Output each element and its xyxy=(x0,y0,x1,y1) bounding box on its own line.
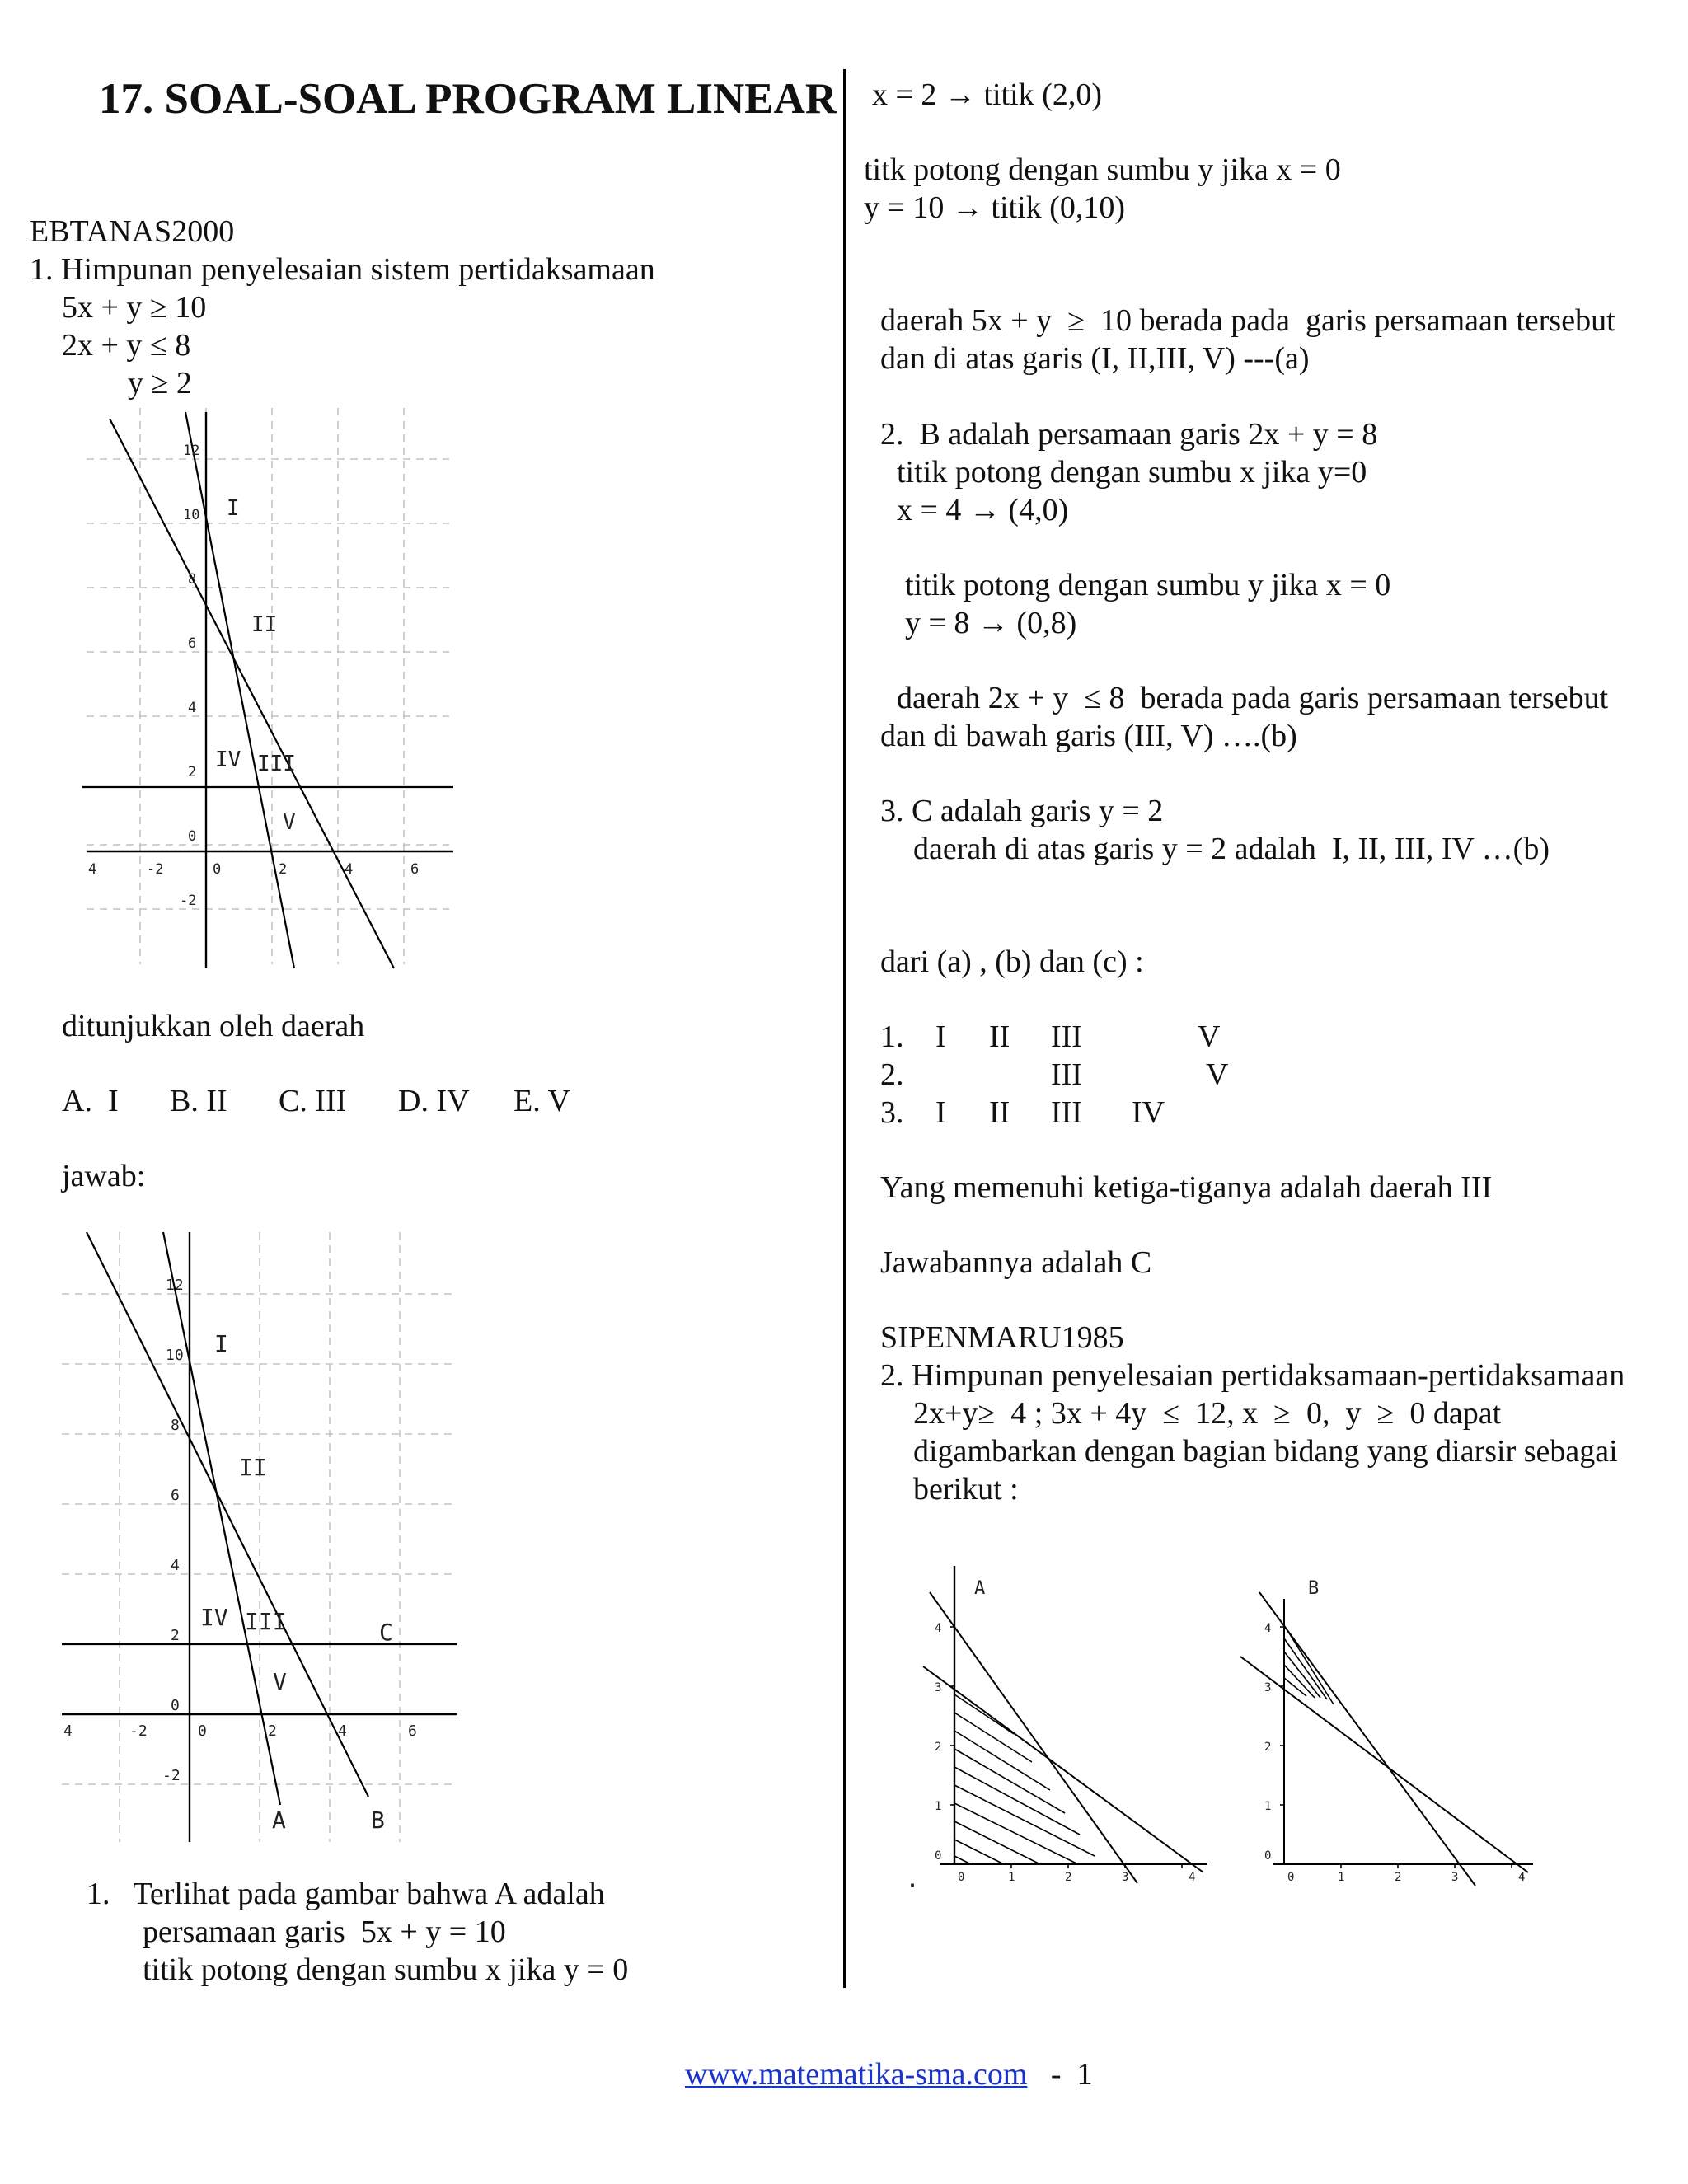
graph2-region-label: III xyxy=(245,1608,287,1635)
graph1-line-a xyxy=(185,412,294,968)
right-line-14: daerah di atas garis y = 2 adalah I, II, III, IV …(b) xyxy=(913,832,1550,866)
graph2-x-tick: -2 xyxy=(129,1722,148,1740)
table-cell: 1. xyxy=(880,1019,904,1054)
graph1-y-tick: 12 xyxy=(183,443,200,459)
graph1-y-tick: 6 xyxy=(188,635,197,652)
graph1-gridlines xyxy=(87,408,449,964)
right-line-16: Yang memenuhi ketiga-tiganya adalah daerah III xyxy=(880,1170,1493,1205)
small-graph-b-y-tick: 2 xyxy=(1264,1741,1272,1754)
graph1-x-tick: 4 xyxy=(88,861,97,878)
source-label-1: EBTANAS2000 xyxy=(30,214,235,249)
right-line-5: dan di atas garis (I, II,III, V) ---(a) xyxy=(880,341,1310,376)
table-cell: I xyxy=(935,1019,946,1054)
small-graph-b-x-tick: 2 xyxy=(1395,1871,1402,1884)
graph2-y-tick: 6 xyxy=(171,1487,180,1504)
graph2-line-label: B xyxy=(371,1807,385,1834)
graph1-y-tick: 8 xyxy=(188,571,197,588)
small-graph-a xyxy=(923,1566,1207,1883)
small-graph-b xyxy=(1240,1592,1533,1886)
graph1-y-tick: 0 xyxy=(188,828,197,845)
small-graph-b-y-tick: 3 xyxy=(1264,1681,1272,1694)
option-a: A. I xyxy=(62,1084,119,1118)
source-label-2: SIPENMARU1985 xyxy=(880,1320,1124,1355)
small-graph-a-x-tick: 4 xyxy=(1189,1871,1196,1884)
right-line-2: titk potong dengan sumbu y jika x = 0 xyxy=(864,152,1341,187)
option-graphs xyxy=(898,1566,1558,1896)
small-graph-b-y-tick: 4 xyxy=(1264,1622,1272,1635)
small-graph-a-y-tick: 2 xyxy=(935,1741,942,1754)
graph1-y-tick: 4 xyxy=(188,700,197,716)
small-graph-a-y-tick: 0 xyxy=(935,1849,942,1863)
table-cell: III xyxy=(1051,1057,1082,1092)
small-graph-b-x-tick: 4 xyxy=(1518,1871,1526,1884)
graph1-region-label: II xyxy=(251,612,278,637)
graph2-region-label: II xyxy=(239,1454,267,1481)
graph2-x-tick: 0 xyxy=(198,1722,207,1740)
graph1-x-tick: 0 xyxy=(213,861,222,878)
graph1-region-label: I xyxy=(227,496,240,521)
page-title: 17. SOAL-SOAL PROGRAM LINEAR xyxy=(99,75,837,123)
explanation-line-1: 1. Terlihat pada gambar bahwa A adalah xyxy=(87,1877,605,1911)
graph2-region-label: IV xyxy=(200,1604,228,1631)
right-line-4: daerah 5x + y ≥ 10 berada pada garis persamaan tersebut xyxy=(880,303,1615,338)
column-divider xyxy=(843,69,846,1988)
right-line-1: x = 2 → titik (2,0) xyxy=(872,77,1102,112)
answer-heading: jawab: xyxy=(62,1159,146,1193)
graph2-region-label: V xyxy=(273,1668,287,1695)
small-graph-a-x-tick: 1 xyxy=(1008,1871,1015,1884)
right-line-10: y = 8 → (0,8) xyxy=(905,606,1077,640)
graph2-x-tick: 6 xyxy=(408,1722,417,1740)
graph2-y-tick: 2 xyxy=(171,1627,180,1644)
graph2-line-b xyxy=(87,1232,368,1797)
table-cell: 3. xyxy=(880,1095,904,1130)
graph1-x-tick: 4 xyxy=(345,861,354,878)
graph1-line-b xyxy=(110,419,394,968)
question-2-line-1: 2. Himpunan penyelesaian pertidaksamaan-pertidaksamaan xyxy=(880,1358,1625,1393)
question-2-line-4: berikut : xyxy=(913,1472,1019,1507)
question-1: 1. Himpunan penyelesaian sistem pertidaksamaan xyxy=(30,252,655,287)
small-graph-a-y-tick: 3 xyxy=(935,1681,942,1694)
table-cell: II xyxy=(989,1095,1010,1130)
inequality-1: 5x + y ≥ 10 xyxy=(62,290,207,325)
table-cell: V xyxy=(1206,1057,1229,1092)
graph2-y-tick: 8 xyxy=(171,1417,180,1434)
table-cell: III xyxy=(1051,1095,1082,1130)
small-graph-b-y-tick: 0 xyxy=(1264,1849,1272,1863)
right-line-7: titik potong dengan sumbu x jika y=0 xyxy=(897,455,1367,490)
right-line-9: titik potong dengan sumbu y jika x = 0 xyxy=(905,568,1391,602)
small-graph-a-y-tick: 4 xyxy=(935,1622,942,1635)
option-e: E. V xyxy=(513,1084,570,1118)
table-cell: 2. xyxy=(880,1057,904,1092)
graph1-x-tick: -2 xyxy=(147,861,164,878)
small-graph-a-x-tick: 2 xyxy=(1065,1871,1072,1884)
graph2-y-tick: 12 xyxy=(166,1277,184,1294)
graph2-region-label: I xyxy=(214,1330,228,1357)
small-graph-b-x-tick: 1 xyxy=(1338,1871,1345,1884)
footer-spacer xyxy=(1027,2057,1051,2092)
page-number: - 1 xyxy=(1050,2057,1093,2092)
graph1-region-label: V xyxy=(283,810,296,835)
graph1-region-label: III xyxy=(257,752,296,776)
small-graph-label: B xyxy=(1308,1578,1320,1599)
explanation-line-3: titik potong dengan sumbu x jika y = 0 xyxy=(143,1952,629,1987)
graph2-gridlines xyxy=(62,1232,457,1842)
small-graph-a-x-tick: 0 xyxy=(958,1871,965,1884)
graph2-x-tick: 2 xyxy=(268,1722,277,1740)
graph2-line-label: C xyxy=(379,1619,393,1646)
inequality-2: 2x + y ≤ 8 xyxy=(62,328,191,363)
option-c: C. III xyxy=(279,1084,347,1118)
question-2-line-3: digambarkan dengan bagian bidang yang diarsir sebagai xyxy=(913,1434,1618,1469)
graph2-y-tick: 10 xyxy=(166,1347,184,1364)
small-graph-b-x-tick: 3 xyxy=(1451,1871,1459,1884)
question-prompt: ditunjukkan oleh daerah xyxy=(62,1009,365,1043)
graph2-y-tick: -2 xyxy=(162,1767,181,1784)
stray-dot: . xyxy=(905,1865,921,1894)
inequality-3: y ≥ 2 xyxy=(128,366,192,401)
question-2-line-2: 2x+y≥ 4 ; 3x + 4y ≤ 12, x ≥ 0, y ≥ 0 dapat xyxy=(913,1396,1502,1431)
answer-graph xyxy=(54,1228,466,1850)
website-link[interactable]: www.matematika-sma.com xyxy=(685,2057,1028,2092)
right-line-8: x = 4 → (4,0) xyxy=(897,493,1069,527)
small-graph-a-y-tick: 1 xyxy=(935,1800,942,1813)
graph1-region-label: IV xyxy=(215,748,241,772)
right-line-12: dan di bawah garis (III, V) ….(b) xyxy=(880,719,1297,753)
graph1-x-tick: 2 xyxy=(279,861,288,878)
option-b: B. II xyxy=(170,1084,227,1118)
table-cell: V xyxy=(1198,1019,1221,1054)
option-d: D. IV xyxy=(398,1084,470,1118)
graph2-x-tick: 4 xyxy=(338,1722,347,1740)
small-graph-b-y-tick: 1 xyxy=(1264,1800,1272,1813)
graph1-y-tick: 10 xyxy=(183,507,200,523)
table-cell: II xyxy=(989,1019,1010,1054)
graph2-line-a xyxy=(163,1232,280,1805)
footer xyxy=(669,2018,1093,2093)
table-cell: III xyxy=(1051,1019,1082,1054)
question-graph xyxy=(78,404,457,972)
small-graph-label: A xyxy=(974,1578,986,1599)
graph2-y-tick: 4 xyxy=(171,1557,180,1574)
small-graph-b-x-tick: 0 xyxy=(1287,1871,1295,1884)
graph2-line-label: A xyxy=(272,1807,286,1834)
graph2-x-tick: 4 xyxy=(63,1722,73,1740)
right-line-15: dari (a) , (b) dan (c) : xyxy=(880,944,1144,979)
graph1-y-tick: -2 xyxy=(180,893,197,909)
table-cell: IV xyxy=(1132,1095,1165,1130)
graph2-y-tick: 0 xyxy=(171,1697,180,1714)
table-cell: I xyxy=(935,1095,946,1130)
right-line-13: 3. C adalah garis y = 2 xyxy=(880,794,1164,828)
graph1-y-tick: 2 xyxy=(188,764,197,780)
right-line-3: y = 10 → titik (0,10) xyxy=(864,190,1125,225)
right-line-17: Jawabannya adalah C xyxy=(880,1245,1152,1280)
right-line-11: daerah 2x + y ≤ 8 berada pada garis persamaan tersebut xyxy=(897,681,1609,715)
explanation-line-2: persamaan garis 5x + y = 10 xyxy=(143,1915,506,1949)
graph1-x-tick: 6 xyxy=(410,861,420,878)
right-line-6: 2. B adalah persamaan garis 2x + y = 8 xyxy=(880,417,1378,452)
small-graph-a-x-tick: 3 xyxy=(1122,1871,1129,1884)
